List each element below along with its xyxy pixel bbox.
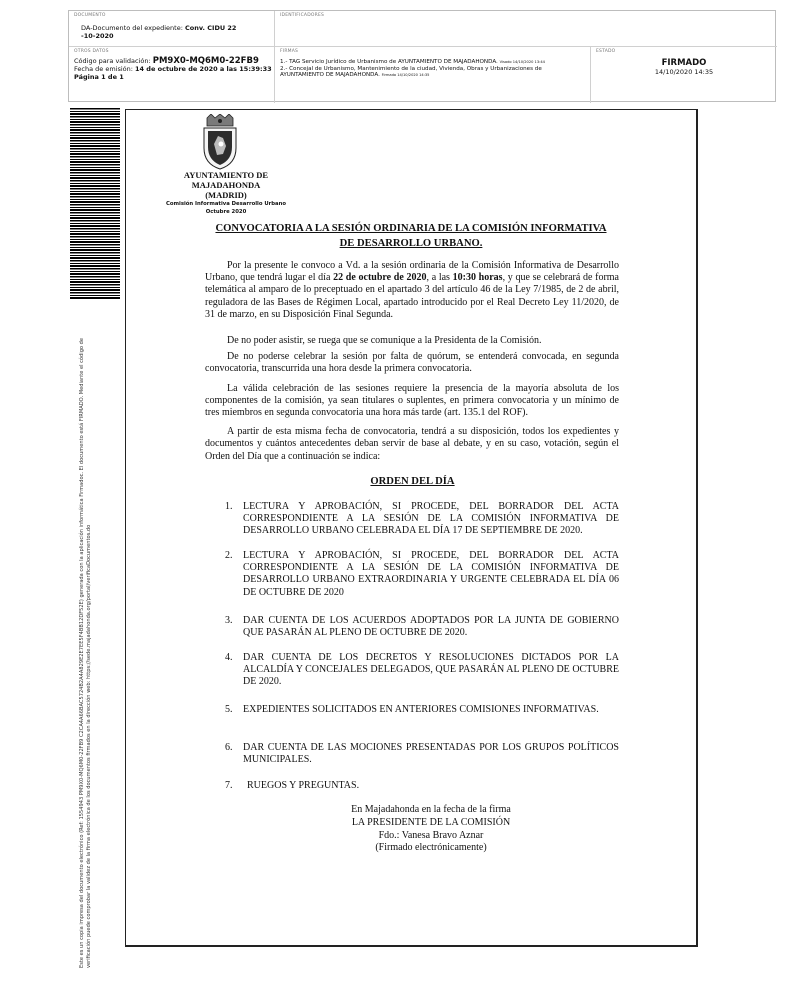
otros-datos-caption: OTROS DATOS (74, 49, 109, 54)
agenda-item: 4. DAR CUENTA DE LOS DECRETOS Y RESOLUCIONES DICTADOS POR LA ALCALDÍA Y CONCEJALES DELEGADOS, QUE PASARÁN AL PLENO DE OCTUBRE DE 2020. (225, 652, 619, 688)
identificadores-caption: IDENTIFICADORES (280, 13, 325, 18)
org-line-3: (MADRID) (205, 190, 247, 200)
signature-role: LA PRESIDENTE DE LA COMISIÓN (351, 816, 511, 828)
org-line-2: MAJADAHONDA (191, 180, 261, 190)
codigo-validacion: PM9X0-MQ6M0-22FB9 (152, 56, 259, 66)
signature-header-box (68, 10, 776, 102)
agenda-item: 3. DAR CUENTA DE LOS ACUERDOS ADOPTADOS POR LA JUNTA DE GOBIERNO QUE PASARÁN AL PLENO DE OCTUBRE DE 2020. (225, 615, 619, 639)
identificadores-cell (275, 11, 777, 47)
documento-caption: DOCUMENTO (74, 13, 106, 18)
agenda-item: 5. EXPEDIENTES SOLICITADOS EN ANTERIORES COMISIONES INFORMATIVAS. (225, 704, 599, 715)
convocatoria-title: CONVOCATORIA A LA SESIÓN ORDINARIA DE LA COMISIÓN INFORMATIVA DE DESARROLLO URBANO. (215, 223, 607, 249)
otros-datos-cell (69, 47, 275, 103)
paragraph-5: A partir de esta misma fecha de convocatoria, tendrá a su disposición, todos los expedientes y documentos y cuántos antecedentes deban servir de base al debate, y en su caso, votación, según el Orden del Día que a continuación se indica: (205, 426, 619, 462)
signature-block (301, 804, 561, 855)
codigo-label: Código para validación: (74, 57, 153, 65)
firma-2: 2.- Concejal de Urbanismo, Mantenimiento de la ciudad, Vivienda, Obras y Urbanizaciones de AYUNTAMIENTO DE MAJADAHONDA. Firmado 14/10/2020 14:35 (280, 65, 542, 79)
org-line-1: AYUNTAMIENTO DE (183, 170, 269, 180)
signature-name: Fdo.: Vanesa Bravo Aznar (378, 829, 484, 841)
verification-side-text: Este es un copia impresa del documento electrónico (Ref: 1554943 PM9X0-MQ6M0-22FB9 C2CA4A66BAC5724B2A4A829E2E7EE5F4BB12DF52E) generada con la aplicación informática Firmadoc. El documento está FIRMADO. Mediante el código de verificación puede comprobar la validez de la firma electrónica de los documentos firmados en la dirección web: https://sede.majadahonda.org/portal/verificaDocumentos.do (79, 337, 92, 968)
orden-del-dia-heading: ORDEN DEL DÍA (370, 476, 455, 487)
documento-expediente-date: -10-2020 (81, 32, 114, 40)
firmas-cell (275, 47, 591, 103)
firmas-caption: FIRMAS (280, 49, 299, 54)
paragraph-1: Por la presente le convoco a Vd. a la sesión ordinaria de la Comisión Informativa de Desarrollo Urbano, que tendrá lugar el día 22 de octubre de 2020, a las 10:30 horas, y que se celebrará de forma telemática al amparo de lo preceptuado en el apartado 3 del artículo 46 de la Ley 7/1985, de 2 de abril, reguladora de las Bases de Régimen Local, apartado introducido por el Real Decreto Ley 11/2020, de 31 de marzo, en su Disposición Final Segunda. (205, 260, 619, 320)
paragraph-2: De no poder asistir, se ruega que se comunique a la Presidenta de la Comisión. (227, 335, 542, 347)
estado-date: 14/10/2020 14:35 (654, 68, 714, 76)
session-time: 10:30 horas (452, 272, 503, 284)
agenda-item: 1. LECTURA Y APROBACIÓN, SI PROCEDE, DEL BORRADOR DEL ACTA CORRESPONDIENTE A LA SESIÓN DE LA COMISIÓN INFORMATIVA DE DESARROLLO URBANO CELEBRADA EL DÍA 17 DE SEPTIEMBRE DE 2020. (225, 501, 619, 537)
agenda-item: 2. LECTURA Y APROBACIÓN, SI PROCEDE, DEL BORRADOR DEL ACTA CORRESPONDIENTE A LA SESIÓN DE LA COMISIÓN INFORMATIVA DE DESARROLLO URBANO EXTRAORDINARIA Y URGENTE CELEBRADA EL DÍA 06 DE OCTUBRE DE 2020 (225, 550, 619, 598)
agenda-item: 7. RUEGOS Y PREGUNTAS. (225, 780, 360, 791)
barcode (70, 108, 120, 300)
paragraph-4: La válida celebración de las sesiones requiere la presencia de la mayoría absoluta de los componentes de la comisión, ya sean titulares o suplentes, en primera convocatoria y un mínimo de tres miembros en segunda convocatoria una hora más tarde (art. 135.1 del ROF). (205, 382, 619, 419)
documento-type: DA-Documento del expediente: (81, 24, 185, 32)
fecha-emision: 14 de octubre de 2020 a las 15:39:33 (135, 65, 272, 73)
coat-of-arms-icon (201, 114, 239, 170)
agenda-item: 6. DAR CUENTA DE LAS MOCIONES PRESENTADAS POR LOS GRUPOS POLÍTICOS MUNICIPALES. (225, 742, 619, 766)
commission-name: Comisión Informativa Desarrollo Urbano (165, 201, 287, 207)
letterhead (176, 170, 276, 200)
estado-cell (591, 47, 777, 103)
signature-place-date: En Majadahonda en la fecha de la firma (351, 804, 511, 815)
session-date: 22 de octubre de 2020 (333, 272, 427, 284)
document-page (125, 109, 698, 947)
firma-1: 1.- TAG Servicio Jurídico de Urbanismo de AYUNTAMIENTO DE MAJADAHONDA. Visado 14/10/2020 13:44 (280, 59, 545, 65)
estado-value: FIRMADO (661, 58, 707, 68)
pagina: Página 1 de 1 (74, 73, 124, 81)
documento-cell (69, 11, 275, 47)
fecha-label: Fecha de emisión: (74, 65, 135, 73)
letterhead-month: Octubre 2020 (205, 209, 247, 215)
estado-caption: ESTADO (596, 49, 616, 54)
documento-expediente: Conv. CIDU 22 (184, 24, 237, 32)
paragraph-3: De no poderse celebrar la sesión por falta de quórum, se entenderá convocada, en segunda convocatoria, transcurrida una hora desde la primera convocatoria. (205, 351, 619, 375)
signature-note: (Firmado electrónicamente) (375, 842, 487, 854)
